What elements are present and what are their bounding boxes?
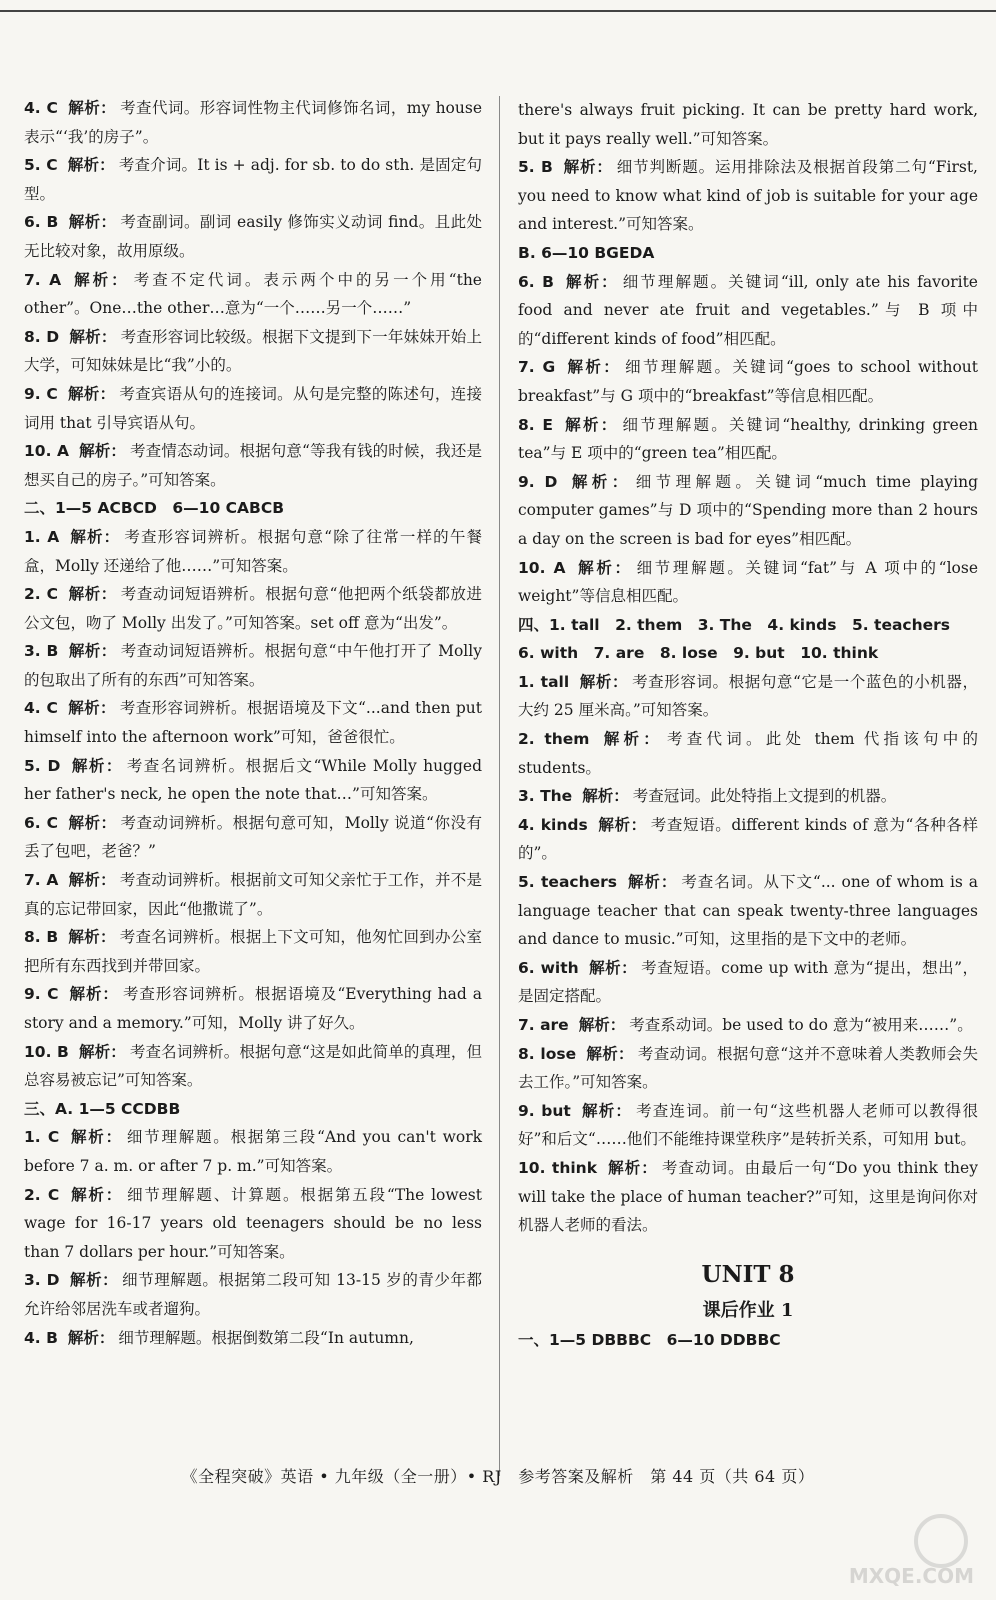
answer-entry bbox=[24, 866, 482, 923]
question-number: 7. G bbox=[518, 358, 556, 377]
analysis-text: 考查形容词。根据句意“它是一个蓝色的小机器，大约 25 厘米高。”可知答案。 bbox=[518, 672, 978, 720]
question-number: 10. A bbox=[518, 558, 566, 577]
analysis-label: 解析： bbox=[67, 156, 115, 175]
analysis-label: 解析： bbox=[599, 730, 663, 749]
answer-entry bbox=[518, 411, 978, 468]
answer-entry bbox=[518, 782, 978, 811]
question-number: 1. tall bbox=[518, 672, 570, 691]
analysis-label: 解析： bbox=[627, 873, 678, 892]
analysis-text: 细节理解题。关键词“goes to school without breakfast”与 G 项中的“breakfast”等信息相匹配。 bbox=[518, 358, 978, 405]
question-number: 4. B bbox=[24, 1328, 58, 1347]
question-number: 6. with bbox=[518, 958, 579, 977]
answer-entry bbox=[518, 153, 978, 239]
analysis-text: 考查形容词辨析。根据语境及“Everything had a story and a memory.”可知，Molly 讲了好久。 bbox=[24, 985, 482, 1032]
analysis-label: 解析： bbox=[68, 642, 117, 661]
analysis-label: 解析： bbox=[67, 384, 116, 403]
analysis-label: 解析： bbox=[563, 272, 619, 291]
question-number: 6. B bbox=[518, 272, 554, 291]
question-number: 10. B bbox=[24, 1042, 69, 1061]
question-number: 9. D bbox=[518, 472, 558, 491]
question-number: 4. C bbox=[24, 699, 58, 718]
question-number: 2. C bbox=[24, 585, 59, 604]
analysis-label: 解析： bbox=[578, 1016, 626, 1034]
analysis-text: 细节理解题。根据倒数第二段“In autumn, bbox=[118, 1328, 414, 1347]
analysis-label: 解析： bbox=[68, 985, 119, 1004]
analysis-label: 解析： bbox=[597, 815, 647, 834]
question-number: 6. B bbox=[24, 213, 59, 232]
answer-entry bbox=[24, 208, 482, 265]
answer-entry bbox=[518, 868, 978, 954]
analysis-text: 细节理解题。根据第三段“And you can't work before 7 a. m. or after 7 p. m.”可知答案。 bbox=[24, 1128, 482, 1175]
question-number: 9. C bbox=[24, 384, 58, 403]
answer-entry bbox=[24, 637, 482, 694]
section-header: 三、A. 1—5 CCDBB bbox=[24, 1099, 181, 1118]
question-number: 10. A bbox=[24, 442, 69, 461]
analysis-label: 解析： bbox=[579, 672, 629, 691]
analysis-text: 考查宾语从句的连接词。从句是完整的陈述句，连接词用 that 引导宾语从句。 bbox=[24, 384, 482, 432]
answer-entry bbox=[518, 1097, 978, 1154]
watermark-text: MXQE.COM bbox=[848, 1564, 974, 1588]
analysis-text: 考查形容词比较级。根据下文提到下一年妹妹开始上大学，可知妹妹是比“我”小的。 bbox=[24, 327, 482, 375]
answer-entry bbox=[24, 323, 482, 380]
answer-entry bbox=[518, 811, 978, 868]
analysis-label: 解析： bbox=[69, 327, 117, 346]
question-number: 2. C bbox=[24, 1185, 60, 1204]
answer-entry bbox=[24, 437, 482, 494]
watermark-circle-icon bbox=[914, 1514, 968, 1568]
answer-entry bbox=[24, 151, 482, 208]
answer-entry bbox=[518, 725, 978, 782]
analysis-label: 解析： bbox=[586, 1044, 634, 1063]
question-number: 3. D bbox=[24, 1271, 60, 1290]
analysis-text: 细节理解题、计算题。根据第五段“The lowest wage for 16-17 years old teenagers should be no less than 7 dollars per hour.”可知答案。 bbox=[24, 1185, 482, 1261]
analysis-label: 解析： bbox=[575, 558, 633, 577]
answer-entry bbox=[518, 1040, 978, 1097]
answer-entry bbox=[518, 268, 978, 354]
question-number: 5. D bbox=[24, 756, 61, 775]
question-number: 1. C bbox=[24, 1128, 60, 1147]
answer-entry bbox=[518, 668, 978, 725]
question-number: 8. E bbox=[518, 415, 553, 434]
analysis-text: 细节理解题。关键词“ill, only ate his favorite food and never ate fruit and vegetables.”与 B 项中的“different kinds of food”相匹配。 bbox=[518, 272, 978, 348]
question-number: 3. B bbox=[24, 642, 59, 661]
analysis-label: 解析： bbox=[607, 1158, 658, 1177]
answer-entry bbox=[24, 1324, 482, 1353]
analysis-text: 考查名词辨析。根据上下文可知，他匆忙回到办公室把所有东西找到并带回家。 bbox=[24, 928, 482, 975]
analysis-label: 解析： bbox=[562, 158, 613, 177]
analysis-text: 考查动词辨析。根据句意可知，Molly 说道“你没有丢了包吧，老爸？” bbox=[24, 813, 482, 861]
analysis-text: 考查介词。It is + adj. for sb. to do sth. 是固定句型。 bbox=[24, 156, 482, 203]
analysis-text: 考查短语。come up with 意为“提出，想出”，是固定搭配。 bbox=[518, 958, 978, 1006]
answer-entry bbox=[518, 468, 978, 554]
analysis-text: 考查不定代词。表示两个中的另一个用“the other”。One…the other…意为“一个……另一个……” bbox=[24, 270, 482, 318]
analysis-text: 细节理解题。根据第二段可知 13-15 岁的青少年都允许给邻居洗车或者遛狗。 bbox=[24, 1271, 482, 1318]
column-divider bbox=[499, 96, 500, 1476]
analysis-text: 细节理解题。关键词“healthy, drinking green tea”与 E 项中的“green tea”相匹配。 bbox=[518, 415, 978, 463]
question-number: 4. C bbox=[24, 99, 58, 117]
question-number: 1. A bbox=[24, 527, 60, 546]
analysis-label: 解析： bbox=[70, 756, 123, 775]
answer-entry bbox=[518, 1154, 978, 1240]
answer-entry bbox=[24, 694, 482, 751]
analysis-label: 解析： bbox=[68, 871, 116, 890]
answer-entry bbox=[24, 1181, 482, 1267]
analysis-label: 解析： bbox=[582, 787, 629, 806]
analysis-text: 考查代词。此处 them 代指该句中的 students。 bbox=[518, 730, 978, 777]
analysis-label: 解析： bbox=[67, 699, 116, 718]
question-number: 8. B bbox=[24, 928, 59, 947]
answer-entry bbox=[24, 1266, 482, 1323]
section-header: B. 6—10 BGEDA bbox=[518, 243, 655, 262]
question-number: 2. them bbox=[518, 730, 590, 749]
page-footer: 《全程突破》英语 • 九年级（全一册）• RJ 参考答案及解析 第 44 页（共 64 页） bbox=[181, 1467, 815, 1486]
answer-entry bbox=[24, 1038, 482, 1095]
question-number: 8. lose bbox=[518, 1044, 577, 1063]
analysis-label: 解析： bbox=[67, 99, 117, 117]
analysis-label: 解析： bbox=[69, 1185, 124, 1204]
question-number: 7. A bbox=[24, 270, 62, 289]
question-number: 7. A bbox=[24, 871, 59, 890]
question-number: 5. C bbox=[24, 156, 58, 175]
answer-entry bbox=[24, 523, 482, 580]
analysis-label: 解析： bbox=[565, 358, 622, 377]
analysis-text: 考查连词。前一句“这些机器人老师可以教得很好”和后文“……他们不能维持课堂秩序”是转折关系，可知用 but。 bbox=[518, 1101, 978, 1149]
answer-line: 一、1—5 DBBBC 6—10 DDBBC bbox=[518, 1330, 781, 1349]
analysis-text: 考查短语。different kinds of 意为“各种各样的”。 bbox=[518, 815, 978, 863]
left-column bbox=[24, 94, 482, 1352]
answer-entry bbox=[518, 554, 978, 611]
analysis-label: 解析： bbox=[71, 270, 130, 289]
answer-entry bbox=[24, 580, 482, 637]
answer-entry bbox=[24, 266, 482, 323]
question-number: 10. think bbox=[518, 1158, 598, 1177]
analysis-label: 解析： bbox=[69, 1128, 123, 1147]
section-header: 二、1—5 ACBCD 6—10 CABCB bbox=[24, 499, 285, 518]
analysis-text: there's always fruit picking. It can be pretty hard work, but it pays really well.”可知答案。 bbox=[518, 101, 978, 148]
unit-subtitle: 课后作业 1 bbox=[702, 1299, 794, 1321]
analysis-text: 考查动词。由最后一句“Do you think they will take the place of human teacher?”可知，这里是询问你对机器人老师的看法。 bbox=[518, 1158, 978, 1235]
analysis-text: 考查冠词。此处特指上文提到的机器。 bbox=[632, 787, 897, 806]
section-header: 四、1. tall 2. them 3. The 4. kinds 5. teachers bbox=[518, 615, 951, 634]
question-number: 5. B bbox=[518, 158, 553, 177]
analysis-text: 考查形容词辨析。根据句意“除了往常一样的午餐盒，Molly 还递给了他……”可知答案。 bbox=[24, 527, 482, 575]
analysis-text: 考查形容词辨析。根据语境及下文“...and then put himself into the afternoon work”可知，爸爸很忙。 bbox=[24, 699, 482, 747]
answer-entry bbox=[24, 752, 482, 809]
analysis-label: 解析： bbox=[69, 1271, 119, 1290]
analysis-text: 考查代词。形容词性物主代词修饰名词，my house 表示“‘我’的房子”。 bbox=[24, 99, 482, 146]
question-number: 7. are bbox=[518, 1016, 569, 1034]
analysis-text: 考查系动词。be used to do 意为“被用来……”。 bbox=[629, 1016, 973, 1034]
analysis-label: 解析： bbox=[79, 442, 127, 461]
answer-entry bbox=[24, 809, 482, 866]
right-column bbox=[518, 96, 978, 1354]
question-number: 5. teachers bbox=[518, 873, 618, 892]
question-number: 8. D bbox=[24, 327, 60, 346]
analysis-text: 考查名词辨析。根据后文“While Molly hugged her father's neck, he open the note that…”可知答案。 bbox=[24, 756, 482, 804]
question-number: 6. C bbox=[24, 813, 58, 832]
analysis-text: 考查副词。副词 easily 修饰实义动词 find。且此处无比较对象，故用原级。 bbox=[24, 213, 482, 260]
question-number: 3. The bbox=[518, 787, 573, 806]
analysis-label: 解析： bbox=[67, 1328, 115, 1347]
analysis-text: 考查名词辨析。根据句意“这是如此简单的真理，但总容易被忘记”可知答案。 bbox=[24, 1042, 482, 1090]
analysis-text: 考查动词。根据句意“这并不意味着人类教师会失去工作。”可知答案。 bbox=[518, 1044, 978, 1092]
answer-entry bbox=[24, 980, 482, 1037]
analysis-label: 解析： bbox=[69, 527, 121, 546]
watermark-logo bbox=[848, 1510, 978, 1590]
analysis-label: 解析： bbox=[68, 928, 116, 947]
analysis-text: 考查情态动词。根据句意“等我有钱的时候，我还是想买自己的房子。”可知答案。 bbox=[24, 442, 482, 489]
top-rule bbox=[0, 10, 996, 12]
analysis-text: 细节理解题。关键词“much time playing computer games”与 D 项中的“Spending more than 2 hours a day on the screen is bad for eyes”相匹配。 bbox=[518, 472, 979, 548]
analysis-text: 考查动词短语辨析。根据句意“中午他打开了 Molly 的包取出了所有的东西”可知答案。 bbox=[24, 642, 482, 689]
answer-entry bbox=[24, 94, 482, 151]
question-number: 4. kinds bbox=[518, 815, 588, 834]
answer-entry bbox=[24, 1123, 482, 1180]
analysis-label: 解析： bbox=[562, 415, 619, 434]
question-number: 9. C bbox=[24, 985, 59, 1004]
analysis-label: 解析： bbox=[588, 958, 638, 977]
analysis-label: 解析： bbox=[67, 813, 117, 832]
analysis-text: 考查动词辨析。根据前文可知父亲忙于工作，并不是真的忘记带回家，因此“他撒谎了”。 bbox=[24, 871, 482, 918]
section-header: 6. with 7. are 8. lose 9. but 10. think bbox=[518, 644, 879, 663]
answer-entry bbox=[518, 353, 978, 410]
answer-entry bbox=[24, 380, 482, 437]
analysis-text: 考查名词。从下文“... one of whom is a language teacher that can speak twenty-three languages and dance to music.”可知，这里指的是下文中的老师。 bbox=[518, 873, 978, 949]
analysis-label: 解析： bbox=[580, 1101, 633, 1120]
answer-entry bbox=[518, 96, 978, 153]
analysis-text: 细节判断题。运用排除法及根据首段第二句“First, you need to know what kind of job is suitable for your age and interest.”可知答案。 bbox=[518, 158, 978, 234]
analysis-label: 解析： bbox=[68, 213, 117, 232]
answer-entry bbox=[24, 923, 482, 980]
analysis-text: 细节理解题。关键词“fat”与 A 项中的“lose weight”等信息相匹配。 bbox=[518, 558, 978, 606]
analysis-label: 解析： bbox=[78, 1042, 126, 1061]
analysis-label: 解析： bbox=[68, 585, 117, 604]
analysis-label: 解析： bbox=[567, 472, 632, 491]
analysis-text: 考查动词短语辨析。根据句意“他把两个纸袋都放进公文包，吻了 Molly 出发了。”可知答案。set off 意为“出发”。 bbox=[24, 585, 482, 632]
answer-entry bbox=[518, 954, 978, 1011]
answer-entry bbox=[518, 1011, 978, 1040]
question-number: 9. but bbox=[518, 1101, 571, 1120]
unit-title: UNIT 8 bbox=[701, 1260, 795, 1288]
